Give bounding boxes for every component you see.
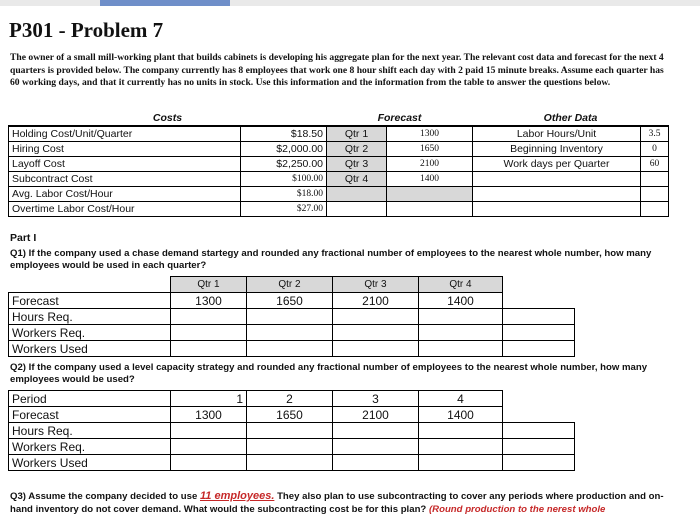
row-label: Workers Req. bbox=[9, 325, 171, 341]
answer-cell[interactable] bbox=[333, 325, 419, 341]
quarter-label: Qtr 4 bbox=[327, 172, 387, 187]
q1-header-qtr2: Qtr 2 bbox=[247, 277, 333, 293]
answer-cell[interactable] bbox=[171, 439, 247, 455]
costs-header: Costs bbox=[9, 111, 327, 126]
question-2: Q2) If the company used a level capacity strategy and rounded any fractional number of employees to the nearest whole number, how many employees would be used? bbox=[10, 362, 648, 385]
forecast-value bbox=[387, 187, 473, 202]
answer-cell[interactable] bbox=[247, 423, 333, 439]
cost-label: Overtime Labor Cost/Hour bbox=[9, 202, 241, 217]
other-label: Beginning Inventory bbox=[473, 142, 641, 157]
cost-label: Hiring Cost bbox=[9, 142, 241, 157]
page-title: P301 - Problem 7 bbox=[9, 18, 164, 42]
other-value[interactable]: 0 bbox=[641, 142, 669, 157]
forecast-value[interactable]: 1650 bbox=[387, 142, 473, 157]
active-tab-indicator[interactable] bbox=[100, 0, 230, 6]
cost-forecast-table bbox=[8, 111, 669, 217]
table-row bbox=[9, 126, 669, 142]
forecast-cell: 1300 bbox=[171, 407, 247, 423]
cost-label: Subcontract Cost bbox=[9, 172, 241, 187]
other-label bbox=[473, 187, 641, 202]
other-value[interactable] bbox=[641, 187, 669, 202]
answer-cell[interactable] bbox=[247, 439, 333, 455]
quarter-label: Qtr 3 bbox=[327, 157, 387, 172]
q1-header-qtr3: Qtr 3 bbox=[333, 277, 419, 293]
forecast-cell: 1650 bbox=[247, 293, 333, 309]
spacer-cell bbox=[503, 391, 575, 407]
q1-table bbox=[8, 276, 575, 357]
other-data-header: Other Data bbox=[473, 111, 669, 126]
cost-value[interactable]: $18.50 bbox=[241, 126, 327, 142]
answer-cell[interactable] bbox=[419, 455, 503, 471]
cost-label: Holding Cost/Unit/Quarter bbox=[9, 126, 241, 142]
period-cell: 4 bbox=[419, 391, 503, 407]
answer-cell[interactable] bbox=[503, 423, 575, 439]
problem-intro: The owner of a small mill-working plant that builds cabinets is developing his aggregate plan for the next year. The relevant cost data and forecast for the next 4 quarters is provided below. The company currently has 8 employees that work one 8 hour shift each day with 2 paid 15 minute breaks. Assume each quarter has 60 working days, and that it currently has no units in stock. Use this information and the information from the table to answer the questions below. bbox=[10, 52, 664, 89]
answer-cell[interactable] bbox=[333, 455, 419, 471]
table-row bbox=[9, 439, 575, 455]
answer-cell[interactable] bbox=[333, 309, 419, 325]
q3-employee-count: 11 employees. bbox=[199, 490, 275, 502]
row-label: Hours Req. bbox=[9, 423, 171, 439]
window-top-bar bbox=[0, 0, 700, 6]
row-label: Workers Req. bbox=[9, 439, 171, 455]
table-row bbox=[9, 325, 575, 341]
row-label: Forecast bbox=[9, 293, 171, 309]
other-value[interactable] bbox=[641, 202, 669, 217]
cost-label: Avg. Labor Cost/Hour bbox=[9, 187, 241, 202]
question-3 bbox=[10, 490, 676, 516]
table-row bbox=[9, 423, 575, 439]
quarter-label bbox=[327, 202, 387, 217]
quarter-label: Qtr 2 bbox=[327, 142, 387, 157]
answer-cell[interactable] bbox=[171, 423, 247, 439]
forecast-cell: 1650 bbox=[247, 407, 333, 423]
q1-header-qtr4: Qtr 4 bbox=[419, 277, 503, 293]
forecast-cell: 2100 bbox=[333, 293, 419, 309]
q2-table bbox=[8, 390, 575, 471]
table-row bbox=[9, 157, 669, 172]
spacer-cell bbox=[503, 293, 575, 309]
answer-cell[interactable] bbox=[247, 341, 333, 357]
table-row bbox=[9, 172, 669, 187]
cost-value[interactable]: $100.00 bbox=[241, 172, 327, 187]
quarter-label: Qtr 1 bbox=[327, 126, 387, 142]
other-value[interactable] bbox=[641, 172, 669, 187]
answer-cell[interactable] bbox=[419, 309, 503, 325]
q3-text-before: Q3) Assume the company decided to use bbox=[10, 491, 198, 502]
forecast-cell: 2100 bbox=[333, 407, 419, 423]
cost-value[interactable]: $2,250.00 bbox=[241, 157, 327, 172]
question-1: Q1) If the company used a chase demand startegy and rounded any fractional number of employees to the nearest whole number, how many employees would be used in each quarter? bbox=[10, 248, 652, 271]
cost-value[interactable]: $18.00 bbox=[241, 187, 327, 202]
answer-cell[interactable] bbox=[503, 439, 575, 455]
table-row bbox=[9, 142, 669, 157]
period-cell: 3 bbox=[333, 391, 419, 407]
other-label: Labor Hours/Unit bbox=[473, 126, 641, 142]
answer-cell[interactable] bbox=[503, 309, 575, 325]
row-label: Workers Used bbox=[9, 341, 171, 357]
forecast-value bbox=[387, 202, 473, 217]
other-label: Work days per Quarter bbox=[473, 157, 641, 172]
table-row bbox=[9, 202, 669, 217]
answer-cell[interactable] bbox=[419, 325, 503, 341]
table-row bbox=[9, 187, 669, 202]
forecast-cell: 1300 bbox=[171, 293, 247, 309]
answer-cell[interactable] bbox=[419, 341, 503, 357]
other-label bbox=[473, 202, 641, 217]
row-label: Hours Req. bbox=[9, 309, 171, 325]
spacer-cell bbox=[503, 407, 575, 423]
answer-cell[interactable] bbox=[171, 325, 247, 341]
q1-header-qtr1: Qtr 1 bbox=[171, 277, 247, 293]
row-label: Period bbox=[9, 391, 171, 407]
table-row bbox=[9, 309, 575, 325]
answer-cell[interactable] bbox=[503, 325, 575, 341]
table-row bbox=[9, 455, 575, 471]
answer-cell[interactable] bbox=[171, 455, 247, 471]
answer-cell[interactable] bbox=[333, 439, 419, 455]
forecast-cell: 1400 bbox=[419, 293, 503, 309]
cost-value[interactable]: $2,000.00 bbox=[241, 142, 327, 157]
q3-text-after: They also plan to use subcontracting to cover any periods where production and on-hand inventory do not cover demand. What would the subcontracting cost be for this plan? bbox=[10, 491, 664, 515]
table-row bbox=[9, 341, 575, 357]
forecast-cell: 1400 bbox=[419, 407, 503, 423]
part-label: Part I bbox=[10, 232, 37, 244]
answer-cell[interactable] bbox=[171, 309, 247, 325]
cost-value[interactable]: $27.00 bbox=[241, 202, 327, 217]
answer-cell[interactable] bbox=[247, 325, 333, 341]
row-label: Forecast bbox=[9, 407, 171, 423]
answer-cell[interactable] bbox=[503, 341, 575, 357]
period-cell: 1 bbox=[171, 391, 247, 407]
answer-cell[interactable] bbox=[247, 309, 333, 325]
cost-label: Layoff Cost bbox=[9, 157, 241, 172]
forecast-value[interactable]: 1300 bbox=[387, 126, 473, 142]
answer-cell[interactable] bbox=[171, 341, 247, 357]
answer-cell[interactable] bbox=[419, 423, 503, 439]
table-row bbox=[9, 293, 575, 309]
other-value[interactable]: 60 bbox=[641, 157, 669, 172]
forecast-value[interactable]: 2100 bbox=[387, 157, 473, 172]
other-value[interactable]: 3.5 bbox=[641, 126, 669, 142]
table-row bbox=[9, 407, 575, 423]
spacer-cell bbox=[503, 277, 575, 293]
quarter-label bbox=[327, 187, 387, 202]
answer-cell[interactable] bbox=[333, 423, 419, 439]
forecast-header: Forecast bbox=[327, 111, 473, 126]
row-label: Workers Used bbox=[9, 455, 171, 471]
corner-cell bbox=[9, 277, 171, 293]
q3-rounding-note: (Round production to the nerest whole bbox=[428, 504, 606, 515]
period-cell: 2 bbox=[247, 391, 333, 407]
answer-cell[interactable] bbox=[333, 341, 419, 357]
forecast-value[interactable]: 1400 bbox=[387, 172, 473, 187]
answer-cell[interactable] bbox=[247, 455, 333, 471]
table-row bbox=[9, 391, 575, 407]
answer-cell[interactable] bbox=[503, 455, 575, 471]
answer-cell[interactable] bbox=[419, 439, 503, 455]
other-label bbox=[473, 172, 641, 187]
